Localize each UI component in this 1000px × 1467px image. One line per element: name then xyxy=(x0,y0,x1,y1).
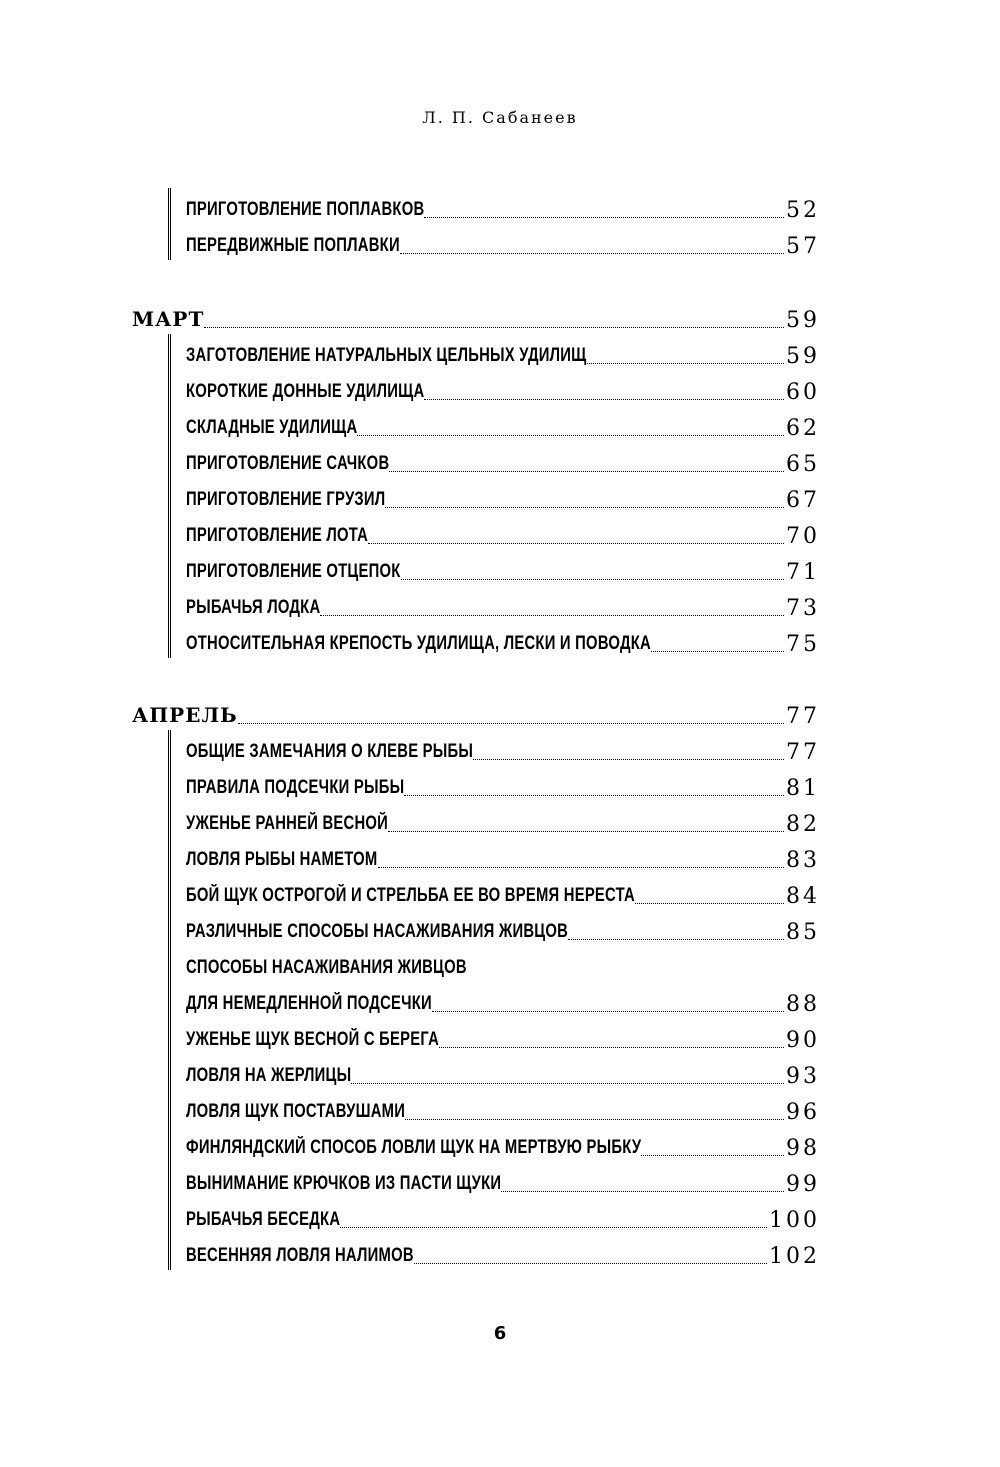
toc-continuation-section xyxy=(132,188,820,260)
toc-entry-page: 81 xyxy=(786,776,820,801)
toc-entry-page: 99 xyxy=(786,1172,820,1197)
toc-entry-page: 62 xyxy=(786,416,820,441)
toc-entry-title: ЛОВЛЯ ЩУК ПОСТАВУШАМИ xyxy=(186,1101,406,1122)
toc-entry-title: ПРИГОТОВЛЕНИЕ ПОПЛАВКОВ xyxy=(186,199,425,220)
dot-leader xyxy=(378,867,785,868)
dot-leader xyxy=(401,579,784,580)
toc-entry-page: 60 xyxy=(786,380,820,405)
toc-entry-title: ЗАГОТОВЛЕНИЕ НАТУРАЛЬНЫХ ЦЕЛЬНЫХ УДИЛИЩ xyxy=(186,345,587,366)
toc-entry-page: 57 xyxy=(786,234,820,259)
toc-entry-title: ВЫНИМАНИЕ КРЮЧКОВ ИЗ ПАСТИ ЩУКИ xyxy=(186,1173,502,1194)
toc-entry-page: 85 xyxy=(786,920,820,945)
toc-entry-title: ПРИГОТОВЛЕНИЕ ГРУЗИЛ xyxy=(186,489,386,510)
toc-entry-title: РЫБАЧЬЯ ЛОДКА xyxy=(186,597,321,618)
toc-entry[interactable] xyxy=(186,586,820,622)
toc-entry[interactable] xyxy=(186,1198,820,1234)
toc-entry-page: 82 xyxy=(786,812,820,837)
running-header: Л. П. Сабанеев xyxy=(422,108,578,127)
chapter-page: 59 xyxy=(786,308,820,333)
toc-entry-page: 71 xyxy=(786,560,820,585)
toc-entry-page: 98 xyxy=(786,1136,820,1161)
chapter-page: 77 xyxy=(786,704,820,729)
toc-entry[interactable] xyxy=(186,982,820,1018)
toc-entry-page: 75 xyxy=(786,632,820,657)
toc-entry-title: ФИНЛЯНДСКИЙ СПОСОБ ЛОВЛИ ЩУК НА МЕРТВУЮ РЫБКУ xyxy=(186,1137,642,1158)
toc-entry-title: ЛОВЛЯ НА ЖЕРЛИЦЫ xyxy=(186,1065,352,1086)
toc-entry-page: 77 xyxy=(786,740,820,765)
dot-leader xyxy=(351,1083,784,1084)
toc-entry[interactable] xyxy=(186,406,820,442)
toc-entry-page: 93 xyxy=(786,1064,820,1089)
chapter-title: МАРТ xyxy=(132,307,205,331)
dot-leader xyxy=(587,363,785,364)
dot-leader xyxy=(424,399,784,400)
toc-entry-title: РЫБАЧЬЯ БЕСЕДКА xyxy=(186,1209,341,1230)
toc-entry[interactable] xyxy=(186,910,820,946)
dot-leader xyxy=(388,831,784,832)
toc-entry-page: 102 xyxy=(769,1244,820,1269)
toc-entry[interactable] xyxy=(186,1090,820,1126)
toc-entry-title: УЖЕНЬЕ РАННЕЙ ВЕСНОЙ xyxy=(186,813,389,834)
toc-entry[interactable] xyxy=(186,766,820,802)
dot-leader xyxy=(439,1047,784,1048)
dot-leader xyxy=(635,903,784,904)
toc-entry-page: 88 xyxy=(786,992,820,1017)
toc-entry-title: РАЗЛИЧНЫЕ СПОСОБЫ НАСАЖИВАНИЯ ЖИВЦОВ xyxy=(186,921,569,942)
toc-entry-title: УЖЕНЬЕ ЩУК ВЕСНОЙ С БЕРЕГА xyxy=(186,1029,440,1050)
dot-leader xyxy=(473,759,784,760)
toc-entry-page: 84 xyxy=(786,884,820,909)
dot-leader xyxy=(641,1155,784,1156)
toc-entry-title: ПРИГОТОВЛЕНИЕ САЧКОВ xyxy=(186,453,390,474)
toc-entry-page: 73 xyxy=(786,596,820,621)
toc-entry-title: ОТНОСИТЕЛЬНАЯ КРЕПОСТЬ УДИЛИЩА, ЛЕСКИ И ПОВОДКА xyxy=(186,633,651,654)
dot-leader xyxy=(651,651,784,652)
dot-leader xyxy=(368,543,784,544)
toc-entry[interactable] xyxy=(186,1126,820,1162)
toc-entry[interactable] xyxy=(186,224,820,260)
toc-entry-page: 96 xyxy=(786,1100,820,1125)
toc-entry-title: ВЕСЕННЯЯ ЛОВЛЯ НАЛИМОВ xyxy=(186,1245,414,1266)
dot-leader xyxy=(405,1119,784,1120)
toc-chapter-april[interactable] xyxy=(132,694,820,730)
toc-entry[interactable] xyxy=(186,1234,820,1270)
dot-leader xyxy=(568,939,784,940)
toc-entry-title: ПРИГОТОВЛЕНИЕ ЛОТА xyxy=(186,525,369,546)
toc-entry-page: 70 xyxy=(786,524,820,549)
toc-entry-first-line[interactable] xyxy=(186,946,820,982)
toc-entry-title: ОБЩИЕ ЗАМЕЧАНИЯ О КЛЕВЕ РЫБЫ xyxy=(186,741,474,762)
toc-entry[interactable] xyxy=(186,1018,820,1054)
toc-entry-page: 67 xyxy=(786,488,820,513)
toc-entry[interactable] xyxy=(186,802,820,838)
toc-entry-page: 52 xyxy=(786,198,820,223)
dot-leader xyxy=(400,253,784,254)
toc-entry-page: 83 xyxy=(786,848,820,873)
dot-leader xyxy=(424,217,784,218)
dot-leader xyxy=(385,507,784,508)
page-number: 6 xyxy=(493,1323,507,1344)
toc-entry[interactable] xyxy=(186,442,820,478)
toc-chapter-march[interactable] xyxy=(132,298,820,334)
toc-entry-title: ПРИГОТОВЛЕНИЕ ОТЦЕПОК xyxy=(186,561,401,582)
toc-subentries-top xyxy=(168,188,820,260)
toc-entry[interactable] xyxy=(186,550,820,586)
dot-leader xyxy=(501,1191,784,1192)
toc-entry[interactable] xyxy=(186,1162,820,1198)
dot-leader xyxy=(238,723,784,724)
dot-leader xyxy=(414,1263,767,1264)
toc-entry[interactable] xyxy=(186,1054,820,1090)
toc-entry-page: 59 xyxy=(786,344,820,369)
toc-entry[interactable] xyxy=(186,730,820,766)
dot-leader xyxy=(204,327,784,328)
toc-entry-page: 65 xyxy=(786,452,820,477)
dot-leader xyxy=(320,615,784,616)
toc-entry[interactable] xyxy=(186,622,820,658)
toc-entry-title: БОЙ ЩУК ОСТРОГОЙ И СТРЕЛЬБА ЕЕ ВО ВРЕМЯ НЕРЕСТА xyxy=(186,885,635,906)
dot-leader xyxy=(340,1227,767,1228)
toc-entry[interactable] xyxy=(186,334,820,370)
dot-leader xyxy=(357,435,784,436)
dot-leader xyxy=(432,1011,784,1012)
toc-subentries-march xyxy=(168,334,820,658)
toc-entry-title: ПРАВИЛА ПОДСЕЧКИ РЫБЫ xyxy=(186,777,405,798)
toc-section-april xyxy=(132,694,820,1270)
toc-entry-title: ДЛЯ НЕМЕДЛЕННОЙ ПОДСЕЧКИ xyxy=(186,993,432,1014)
toc-entry-title: КОРОТКИЕ ДОННЫЕ УДИЛИЩА xyxy=(186,381,425,402)
toc-entry-title: СКЛАДНЫЕ УДИЛИЩА xyxy=(186,417,358,438)
dot-leader xyxy=(389,471,784,472)
toc-entry[interactable] xyxy=(186,874,820,910)
toc-entry[interactable] xyxy=(186,838,820,874)
toc-entry-title: ЛОВЛЯ РЫБЫ НАМЕТОМ xyxy=(186,849,378,870)
toc-entry-page: 90 xyxy=(786,1028,820,1053)
toc-entry-title: СПОСОБЫ НАСАЖИВАНИЯ ЖИВЦОВ xyxy=(186,957,467,978)
toc-entry-title: ПЕРЕДВИЖНЫЕ ПОПЛАВКИ xyxy=(186,235,400,256)
toc-section-march xyxy=(132,298,820,658)
toc-entry-page: 100 xyxy=(769,1208,820,1233)
toc-entry[interactable] xyxy=(186,370,820,406)
dot-leader xyxy=(404,795,784,796)
toc-entry[interactable] xyxy=(186,478,820,514)
toc-entry[interactable] xyxy=(186,514,820,550)
toc-subentries-april xyxy=(168,730,820,1270)
chapter-title: АПРЕЛЬ xyxy=(132,703,238,727)
toc-entry[interactable] xyxy=(186,188,820,224)
